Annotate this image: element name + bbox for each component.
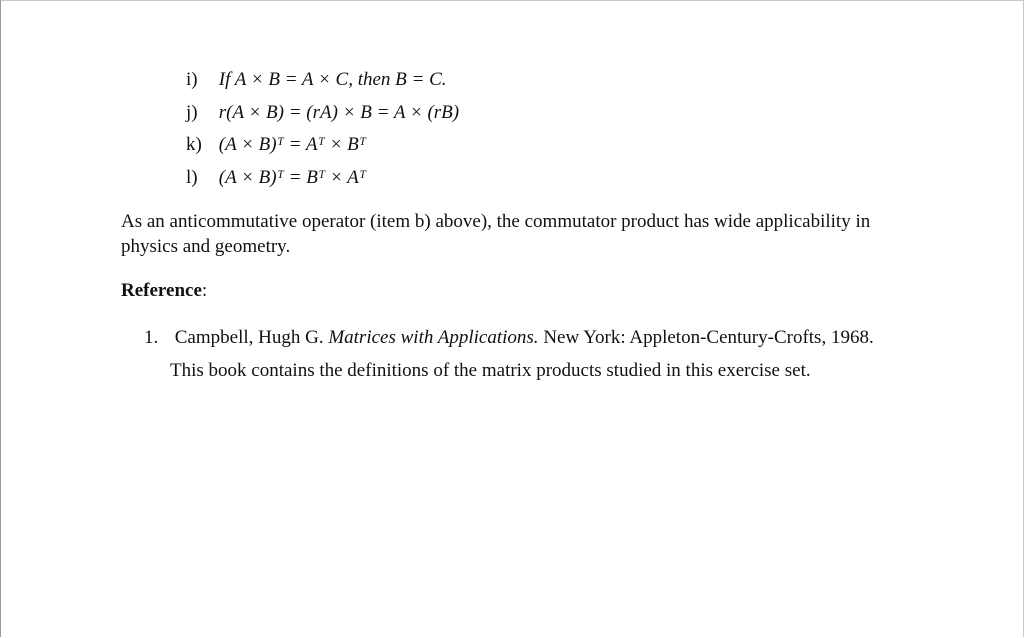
exercise-list xyxy=(186,64,459,194)
reference-item xyxy=(144,321,944,387)
reference-title: Matrices with Applications. xyxy=(328,327,539,348)
reference-heading-suffix: : xyxy=(201,280,208,301)
reference-number: 1. xyxy=(144,327,159,348)
item-formula: (A × B)ᵀ = Bᵀ × Aᵀ xyxy=(218,166,367,188)
reference-heading-label: Reference xyxy=(121,280,202,301)
item-formula: If A × B = A × C, then B = C. xyxy=(218,69,447,90)
reference-author: Campbell, Hugh G. xyxy=(174,327,324,348)
item-formula: r(A × B) = (rA) × B = A × (rB) xyxy=(218,101,460,123)
exercise-item-j xyxy=(186,97,459,130)
item-marker: k) xyxy=(186,134,202,155)
item-marker: j) xyxy=(186,101,198,123)
item-marker: i) xyxy=(186,69,198,90)
reference-citation xyxy=(144,321,944,354)
item-marker: l) xyxy=(186,166,198,188)
exercise-item-l xyxy=(186,162,459,195)
exercise-item-k xyxy=(186,129,459,162)
body-paragraph: As an anticommutative operator (item b) above), the commutator product has wide applicability in physics and geometry. xyxy=(121,211,871,257)
reference-note: This book contains the definitions of the matrix products studied in this exercise set. xyxy=(170,360,811,381)
exercise-item-i xyxy=(186,64,459,97)
reference-list xyxy=(144,321,944,387)
reference-publisher: New York: Appleton-Century-Crofts, 1968. xyxy=(543,327,874,348)
reference-heading xyxy=(121,278,207,303)
item-formula: (A × B)ᵀ = Aᵀ × Bᵀ xyxy=(218,134,367,155)
